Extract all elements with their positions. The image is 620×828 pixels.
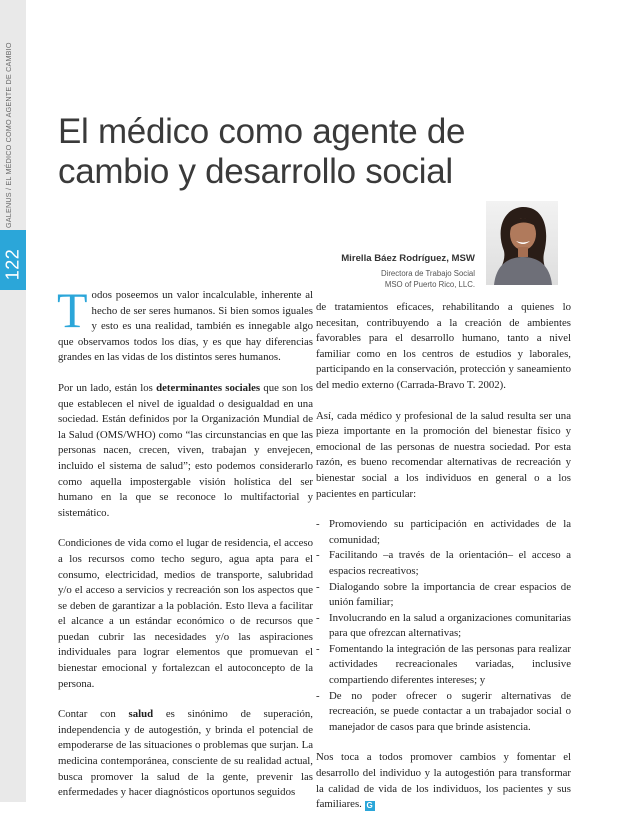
list-item-text: Facilitando –a través de la orientación– el acceso a espacios recreativos;	[329, 549, 571, 577]
text-run: es sinónimo de superación, independencia y de autogestión, y brinda el potencial de empoderarse de las situaciones o problemas que surjan. La medicina contemporánea, consciente de su realidad actual, busca promover la salud de la gente, prevenir las enfermedades y hacer diagnósticos oportunos seguidos	[58, 708, 313, 799]
author-name: Mirella Báez Rodríguez, MSW	[341, 253, 475, 264]
bullet-dash: -	[316, 549, 320, 562]
bullet-dash: -	[316, 689, 320, 702]
list-item	[316, 517, 571, 548]
title-line-2: cambio y desarrollo social	[58, 152, 453, 191]
bold-term: determinantes sociales	[156, 381, 261, 394]
list-item	[316, 548, 571, 579]
text-run: Contar con	[58, 708, 129, 721]
paragraph-intro	[57, 282, 313, 366]
page-number	[0, 244, 26, 284]
bullet-dash: -	[316, 611, 320, 624]
list-item	[316, 642, 571, 689]
running-head: GALENUS / EL MÉDICO COMO AGENTE DE CAMBIO	[4, 42, 13, 228]
list-item	[316, 611, 571, 642]
list-item-text: Dialogando sobre la importancia de crear espacios de unión familiar;	[329, 580, 571, 609]
paragraph-medico: Así, cada médico y profesional de la salud resulta ser una pieza importante en la promoción del bienestar físico y emocional de las personas de nuestra sociedad. Por esta razón, es bueno recomendar alternativas de recreación y bienestar social a los individuos en general o a los pacientes en particular:	[316, 409, 571, 500]
author-portrait-illustration	[486, 201, 558, 285]
bullet-dash: -	[316, 642, 320, 655]
right-column	[316, 300, 571, 828]
text-run: Por un lado, están los	[58, 381, 157, 394]
bullet-dash: -	[316, 580, 320, 593]
left-column	[57, 282, 313, 816]
author-role-line-2: MSO of Puerto Rico, LLC.	[384, 280, 475, 289]
text-run: que son los que establecen el nivel de igualdad o desigualdad en una sociedad. Están definidos por la Organización Mundial de la Salud (OMS/WHO) como “las circunstancias en que las personas nacen, crecen, viven, trabajan y envejecen, incluido el sistema de salud”; esto podemos considerarlo como aquella impostergable visión holística del ser humano en la que se reconoce lo multifactorial y sistemático.	[58, 381, 313, 519]
author-role	[341, 268, 475, 290]
intro-text: odos poseemos un valor incalculable, inherente al hecho de ser seres humanos. Si bien somos iguales y esto es una realidad, también es innegable algo que observamos todos los días, y es que hay diferencias grandes en las vidas de los distintos seres humanos.	[58, 289, 313, 364]
paragraph-tratamientos: de tratamientos eficaces, rehabilitando a quienes lo necesitan, contribuyendo a la creación de ambientes favorables para el desarrollo humano, tanto a nivel familiar como en los centros de estudios y laborales, participando en la conservación, protección y saneamiento del medio externo (Carrada-Bravo T. 2002).	[316, 301, 571, 391]
list-item-text: Fomentando la integración de las personas para realizar actividades recreacionales variadas, inclusive compartiendo diferentes intereses; y	[329, 642, 571, 687]
end-mark-icon: G	[366, 801, 373, 811]
page-number-text: 122	[2, 248, 23, 280]
title-line-1: El médico como agente de	[58, 112, 466, 151]
paragraph-condiciones: Condiciones de vida como el lugar de residencia, el acceso a los recursos como techo seguro, agua apta para el consumo, electricidad, medios de transporte, salubridad y/o el acceso a servicios y recreación son los aspectos que se deben de garantizar a la población. Esto lleva a facilitar el alcance a un estándar económico o de recursos que puedan cubrir las necesidades y/o las aspiraciones individuales para lograr elementos que promuevan el bienestar emocional y fortalezcan el autoconcepto de la persona.	[58, 537, 313, 690]
author-role-line-1: Directora de Trabajo Social	[380, 269, 475, 278]
article-title	[58, 112, 528, 192]
drop-cap: T	[57, 282, 88, 338]
list-item	[316, 580, 571, 611]
list-item-text: Promoviendo su participación en actividades de la comunidad;	[329, 518, 571, 546]
author-photo	[486, 201, 558, 285]
paragraph-salud	[58, 707, 313, 801]
list-item-text: Involucrando en la salud a organizaciones comunitarias para que ofrezcan alternativas;	[329, 611, 571, 640]
closing-text: Nos toca a todos promover cambios y fomentar el desarrollo del individuo y la autogestión para transformar la calidad de vida de los individuos, los pacientes y sus familiares.	[316, 751, 571, 811]
paragraph-closing	[316, 750, 571, 812]
recommendations-list	[316, 517, 571, 735]
author-block	[341, 253, 475, 290]
list-item	[316, 689, 571, 736]
bold-term: salud	[128, 708, 154, 721]
paragraph-determinantes	[58, 381, 313, 521]
list-item-text: De no poder ofrecer o sugerir alternativas de recreación, se puede contactar a un trabajador social o manejador de casos para que brinde asistencia.	[329, 689, 571, 733]
bullet-dash: -	[316, 518, 320, 531]
